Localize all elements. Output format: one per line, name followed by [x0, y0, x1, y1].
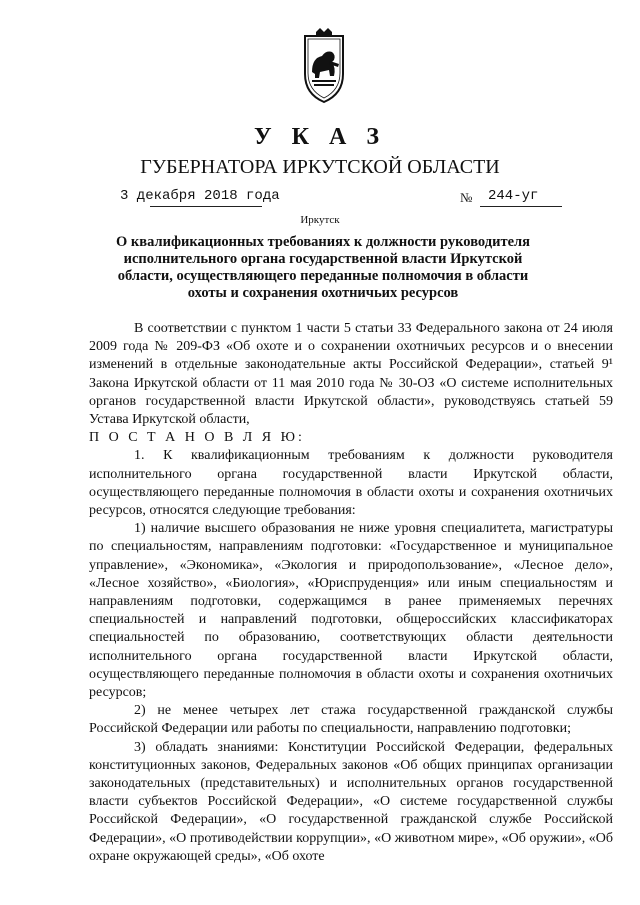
number-underline: [480, 206, 562, 207]
document-title: У К А З: [253, 124, 386, 150]
requirement-1-paragraph: 1) наличие высшего образования не ниже уровня специалитета, магистратуры по специальностям, направлениям подготовки: «Государственное и муниципальное управление», «Экономика», «Экология и природопользование», «Лесное дело», «Лесное хозяйство», «Биология», «Юриспруденция» или иным специальностям и направлениям подготовки, содержащимся в ранее применяемых перечнях специальностей и направлений подготовки, общероссийских классификаторах специальностей по образованию, соответствующих области деятельности исполнительного органа государственной власти Иркутской области, осуществляющего переданные полномочия в области охоты и сохранения охотничьих ресурсов;: [89, 521, 613, 701]
document-date: 3 декабря 2018 года: [120, 188, 280, 204]
requirement-2-paragraph: 2) не менее четырех лет стажа государственной гражданской службы Российской Федерации или работы по специальности, направлению подготовки;: [89, 703, 613, 737]
date-underline: [150, 206, 262, 207]
document-heading: О квалификационных требованиях к должности руководителя исполнительного органа государственной власти Иркутской области, осуществляющего переданные полномочия в области охоты и сохранения охотничьих ресурсов: [116, 234, 530, 301]
document-body: [89, 320, 613, 866]
requirement-3-paragraph: 3) обладать знаниями: Конституции Российской Федерации, федеральных конституционных законов, Федеральных законов «Об общих принципах организации законодательных (представительных) и исполнительных органов государственной власти субъектов Российской Федерации», «О системе государственной службы Российской Федерации», «О государственной гражданской службе Российской Федерации», «О противодействии коррупции», «О животном мире», «Об оружии», «Об охране окружающей среды», «Об охоте: [89, 739, 613, 864]
decree-word: П О С Т А Н О В Л Я Ю:: [89, 430, 305, 446]
clause-1-paragraph: 1. К квалификационным требованиям к должности руководителя исполнительного органа государственной власти Иркутской области, осуществляющего переданные полномочия в области охоты и сохранения охотничьих ресурсов, относятся следующие требования:: [89, 448, 613, 519]
coat-of-arms-icon: [302, 28, 346, 104]
preamble-paragraph: В соответствии с пунктом 1 части 5 статьи 33 Федерального закона от 24 июля 2009 года № 209-ФЗ «Об охоте и о сохранении охотничьих ресурсов и о внесении изменений в отдельные законодательные акты Российской Федерации», статьей 9¹ Закона Иркутской области от 11 мая 2010 года № 30-ОЗ «О системе исполнительных органов государственной власти Иркутской области», руководствуясь статьей 59 Устава Иркутской области,: [89, 321, 613, 428]
city-name: Иркутск: [300, 214, 340, 226]
document-number: 244-уг: [488, 188, 539, 204]
number-prefix: №: [460, 190, 473, 205]
issuer-title: ГУБЕРНАТОРА ИРКУТСКОЙ ОБЛАСТИ: [140, 156, 500, 178]
